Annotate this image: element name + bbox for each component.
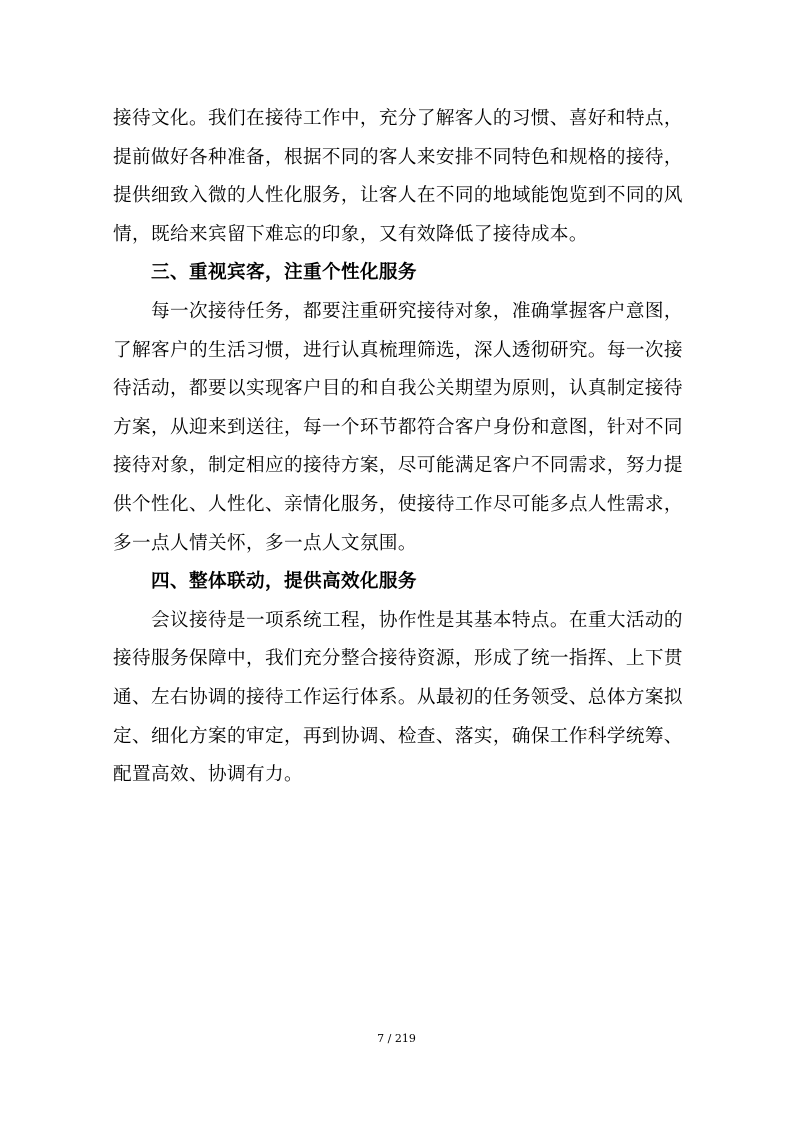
- text-line: 方案，从迎来到送往，每一个环节都符合客户身份和意图，针对不同: [113, 416, 683, 438]
- text-line: 接待文化。我们在接待工作中，充分了解客人的习惯、喜好和特点，: [113, 108, 683, 129]
- text-line: 了解客户的生活习惯，进行认真梳理筛选，深人透彻研究。每一次接: [113, 339, 683, 361]
- text-line: 每一次接待任务，都要注重研究接待对象，准确掌握客户意图，: [151, 300, 683, 322]
- section-heading-3: 三、重视宾客，注重个性化服务: [151, 262, 417, 284]
- text-line: 情，既给来宾留下难忘的印象，又有效降低了接待成本。: [113, 223, 588, 245]
- text-line: 提前做好各种准备，根据不同的客人来安排不同特色和规格的接待，: [113, 146, 683, 168]
- text-line: 定、细化方案的审定，再到协调、检查、落实，确保工作科学统筹、: [113, 725, 683, 747]
- page-number: 7 / 219: [377, 1032, 416, 1045]
- text-line: 供个性化、人性化、亲情化服务，使接待工作尽可能多点人性需求，: [113, 493, 683, 515]
- text-line: 会议接待是一项系统工程，协作性是其基本特点。在重大活动的: [151, 609, 683, 631]
- section-heading-4: 四、整体联动，提供高效化服务: [151, 571, 417, 593]
- text-line: 接待服务保障中，我们充分整合接待资源，形成了统一指挥、上下贯: [113, 648, 683, 670]
- paragraph-section-4: [113, 602, 683, 795]
- paragraph-continuation: [113, 100, 683, 254]
- text-line: 配置高效、协调有力。: [113, 764, 303, 786]
- page-content: [113, 100, 683, 795]
- text-line: 待活动，都要以实现客户目的和自我公关期望为原则，认真制定接待: [113, 378, 683, 400]
- text-line: 多一点人情关怀，多一点人文氛围。: [113, 532, 417, 554]
- text-line: 提供细致入微的人性化服务，让客人在不同的地域能饱览到不同的风: [113, 185, 683, 207]
- paragraph-section-3: [113, 293, 683, 563]
- text-line: 接待对象，制定相应的接待方案，尽可能满足客户不同需求，努力提: [113, 455, 683, 477]
- text-line: 通、左右协调的接待工作运行体系。从最初的任务领受、总体方案拟: [113, 686, 683, 708]
